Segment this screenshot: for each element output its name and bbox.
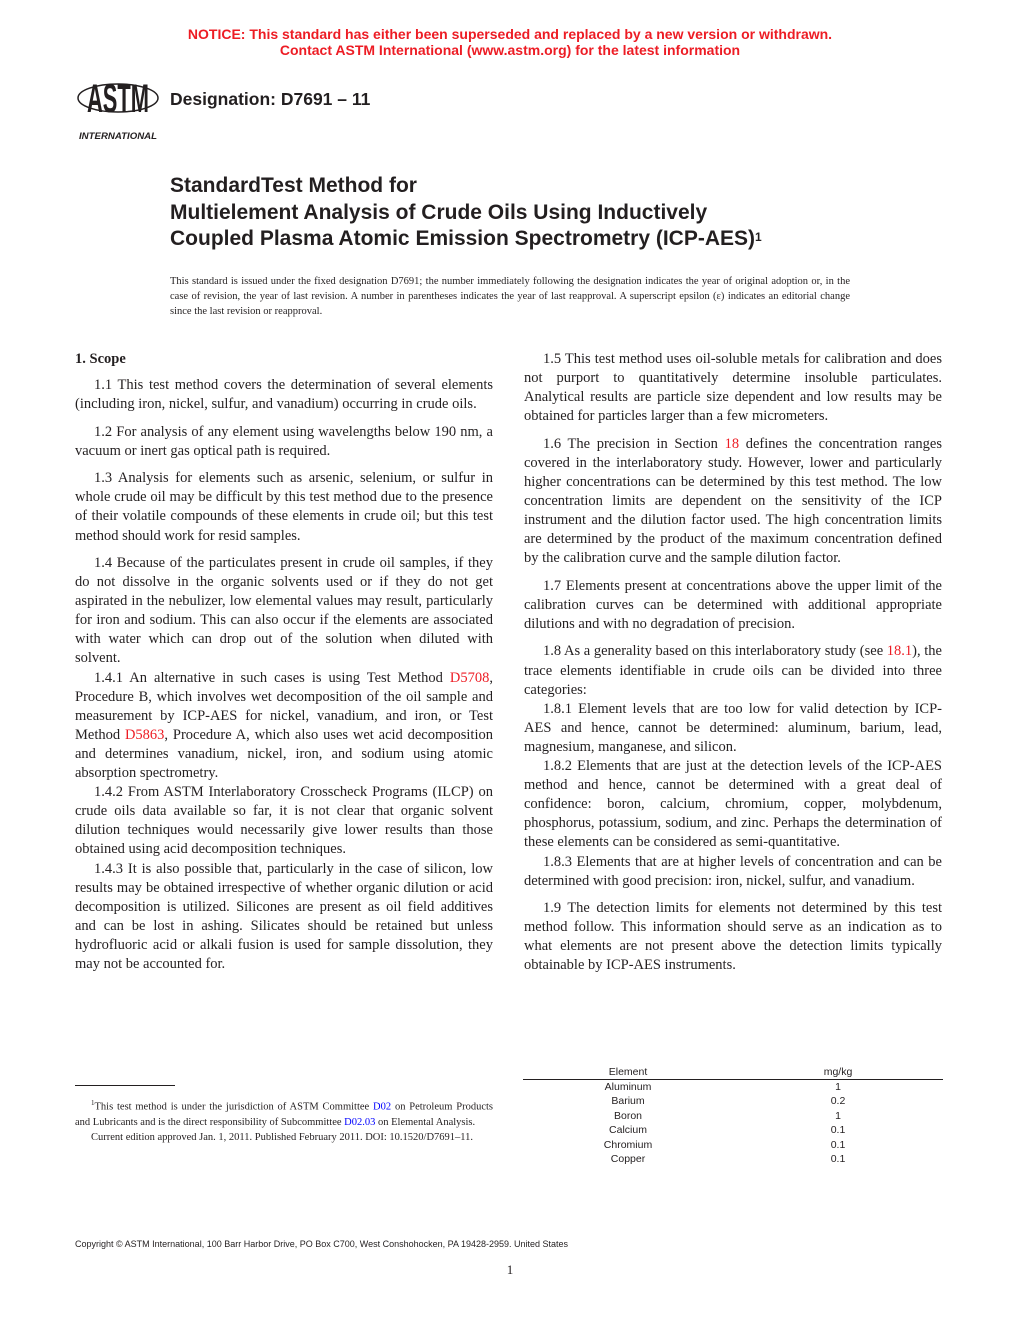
detection-limit: 0.1 [830, 1124, 846, 1137]
element-name: Calcium [609, 1124, 647, 1137]
table-row [523, 1080, 943, 1095]
detection-limit: 1 [835, 1081, 841, 1093]
text-segment: 1.3 Analysis for elements such as arsenic, selenium, or sulfur in whole crude oil may be difficult by this test method due to the presence of their volatile compounds of these elements in crude oil; but this test method should work for resid samples. [75, 470, 493, 544]
paragraph [524, 853, 942, 891]
text-segment: 1.8.3 Elements that are at higher levels of concentration and can be determined with good precision: iron, nickel, sulfur, and vanadium. [524, 853, 942, 889]
paragraph [75, 423, 493, 461]
text-segment: , Procedure B, which involves wet decomposition of the oil sample and measurement by ICP-AES for nickel, vanadium, and iron, or Test Method [75, 669, 493, 743]
detection-limit: 0.1 [830, 1153, 846, 1166]
svg-text:ASTM: ASTM [87, 77, 149, 121]
copyright: Copyright © ASTM International, 100 Barr Harbor Drive, PO Box C700, West Conshohocken, PA 19428-2959. United States [75, 1239, 569, 1249]
title-line-2: Multielement Analysis of Crude Oils Using Inductively [170, 200, 708, 224]
detection-limits-table [523, 1066, 943, 1166]
left-column [75, 350, 493, 982]
table-header-mgkg: mg/kg [733, 1066, 943, 1080]
cross-reference-link[interactable]: D5708 [449, 669, 490, 686]
table-row [523, 1109, 943, 1123]
text-segment: 1.4.3 It is also possible that, particularly in the case of silicon, low results may be obtained irrespective of whether organic dilution or acid decomposition is utilized. Silicones are present as oil field additives and can be lost in ashing. Silicates should be retained but unless hydrofluoric acid or alkali fusion is used for sample dissolution, they may not be accounted for. [75, 860, 493, 972]
text-segment: 1.1 This test method covers the determination of several elements (including iron, nickel, sulfur, and vanadium) occurring in crude oils. [75, 377, 493, 413]
paragraph [75, 669, 493, 784]
detection-limit: 1 [835, 1109, 841, 1122]
text-segment: , Procedure A, which also uses wet acid decomposition and determines vanadium, nickel, iron, and sodium using atomic absorption spectrometry. [75, 726, 493, 782]
notice-line-2: Contact ASTM International (www.astm.org) for the latest information [279, 42, 741, 58]
section-heading-scope: 1. Scope [75, 351, 126, 367]
table-row [523, 1138, 943, 1152]
text-segment: This test method is under the jurisdiction of ASTM Committee [94, 1101, 374, 1113]
text-segment: 1.7 Elements present at concentrations above the upper limit of the calibration curves can be determined with additional appropriate dilutions and with no degradation of precision. [524, 577, 942, 632]
paragraph [75, 376, 493, 414]
astm-logo [76, 66, 160, 142]
paragraph [75, 783, 493, 859]
text-segment: ), the trace elements identifiable in crude oils can be divided into three categories: [524, 643, 942, 698]
element-name: Boron [613, 1109, 643, 1122]
text-segment: 1.8.1 Element levels that are too low for valid detection by ICP-AES and hence, cannot be determined: aluminum, barium, lead, magnesium, manganese, and silicon. [524, 700, 942, 755]
footnote [75, 1096, 493, 1145]
text-segment: on Petroleum Products and Lubricants and is the direct responsibility of Subcommittee [75, 1101, 493, 1128]
text-segment: 1.8 As a generality based on this interlaboratory study (see [543, 643, 887, 660]
withdrawn-notice [0, 26, 1020, 58]
designation: Designation: D7691 – 11 [170, 89, 371, 109]
table-row [523, 1123, 943, 1137]
footnote-divider [75, 1085, 175, 1086]
table-row [523, 1094, 943, 1108]
paragraph [524, 435, 942, 569]
footnote-edition: Current edition approved Jan. 1, 2011. Published February 2011. DOI: 10.1520/D7691–11. [91, 1131, 474, 1143]
title-line-3: Coupled Plasma Atomic Emission Spectrometry (ICP-AES) [170, 227, 756, 250]
cross-reference-link[interactable]: 18.1 [886, 643, 913, 660]
paragraph [524, 577, 942, 634]
right-column [524, 350, 942, 984]
text-segment: 1.4.1 An alternative in such cases is using Test Method [94, 669, 450, 686]
cross-reference-link[interactable]: 18 [724, 435, 740, 452]
element-name: Barium [611, 1095, 645, 1108]
element-name: Copper [610, 1153, 646, 1166]
svg-text:INTERNATIONAL: INTERNATIONAL [79, 131, 157, 141]
notice-line-1: NOTICE: This standard has either been superseded and replaced by a new version or withdrawn. [187, 26, 833, 42]
element-name: Chromium [603, 1138, 653, 1151]
detection-limit: 0.2 [830, 1095, 846, 1108]
title-footnote-mark: 1 [755, 230, 762, 244]
paragraph [75, 554, 493, 669]
text-segment: on Elemental Analysis. [375, 1116, 476, 1128]
cross-reference-link[interactable]: D5863 [124, 726, 165, 743]
table-header-element: Element [523, 1066, 733, 1080]
committee-link[interactable]: D02.03 [344, 1116, 376, 1128]
text-segment: 1.5 This test method uses oil-soluble metals for calibration and does not purport to quantitatively determine insoluble particulates. Analytical results are particle size dependent and low results may be obtained for particles larger than a few micrometers. [524, 351, 942, 425]
text-segment: 1.2 For analysis of any element using wavelengths below 190 nm, a vacuum or inert gas optical path is required. [75, 423, 493, 459]
table-row [523, 1152, 943, 1166]
page-number: 1 [506, 1262, 514, 1277]
issued-note: This standard is issued under the fixed designation D7691; the number immediately following the designation indicates the year of original adoption or, in the case of revision, the year of last revision. A number in parentheses indicates the year of last reapproval. A superscript epsilon (ε) indicates an editorial change since the last revision or reapproval. [170, 276, 850, 317]
text-segment: 1.4.2 From ASTM Interlaboratory Crosscheck Programs (ILCP) on crude oils data available so far, it is not clear that organic solvent dilution techniques would necessarily give lower results than those obtained using acid decomposition techniques. [75, 784, 493, 858]
paragraph [75, 860, 493, 975]
text-segment: defines the concentration ranges covered in the interlaboratory study. However, lower and particularly higher concentrations can be determined by this test method. The low concentration limits are dependent on the sensitivity of the ICP instrument and the dilution factor used. The high concentration limits are determined by the product of the maximum concentration defined by the calibration curve and the sample dilution factor. [524, 435, 943, 567]
document-title [170, 173, 762, 253]
text-segment: 1.9 The detection limits for elements not determined by this test method follow. This information should serve as an indication as to what elements are not present above the detection limits typically obtainable by ICP-AES instruments. [524, 900, 942, 974]
paragraph [524, 642, 942, 699]
committee-link[interactable]: D02 [373, 1101, 392, 1113]
paragraph [75, 469, 493, 545]
text-segment: 1.6 The precision in Section [543, 435, 725, 452]
paragraph [524, 899, 942, 975]
paragraph [524, 350, 942, 426]
text-segment: 1.4 Because of the particulates present in crude oil samples, if they do not dissolve in the organic solvents used or if they do not get aspirated in the nebulizer, low elemental values may result, particularly for iron and sodium. This can also occur if the elements are associated with water which can drop out of the solution when diluted with solvent. [75, 555, 493, 667]
paragraph [524, 757, 942, 852]
text-segment: 1.8.2 Elements that are just at the detection levels of the ICP-AES method and hence, cannot be determined with a great deal of confidence: boron, calcium, chromium, copper, molybdenum, phosphorus, potassium, sodium, and zinc. Perhaps the determination of these elements can be considered as semi-quantitative. [524, 758, 942, 851]
paragraph [524, 700, 942, 757]
element-name: Aluminum [604, 1081, 652, 1093]
detection-limit: 0.1 [830, 1138, 846, 1151]
title-line-1: StandardTest Method for [170, 174, 417, 197]
footnote-mark: 1 [91, 1099, 95, 1107]
